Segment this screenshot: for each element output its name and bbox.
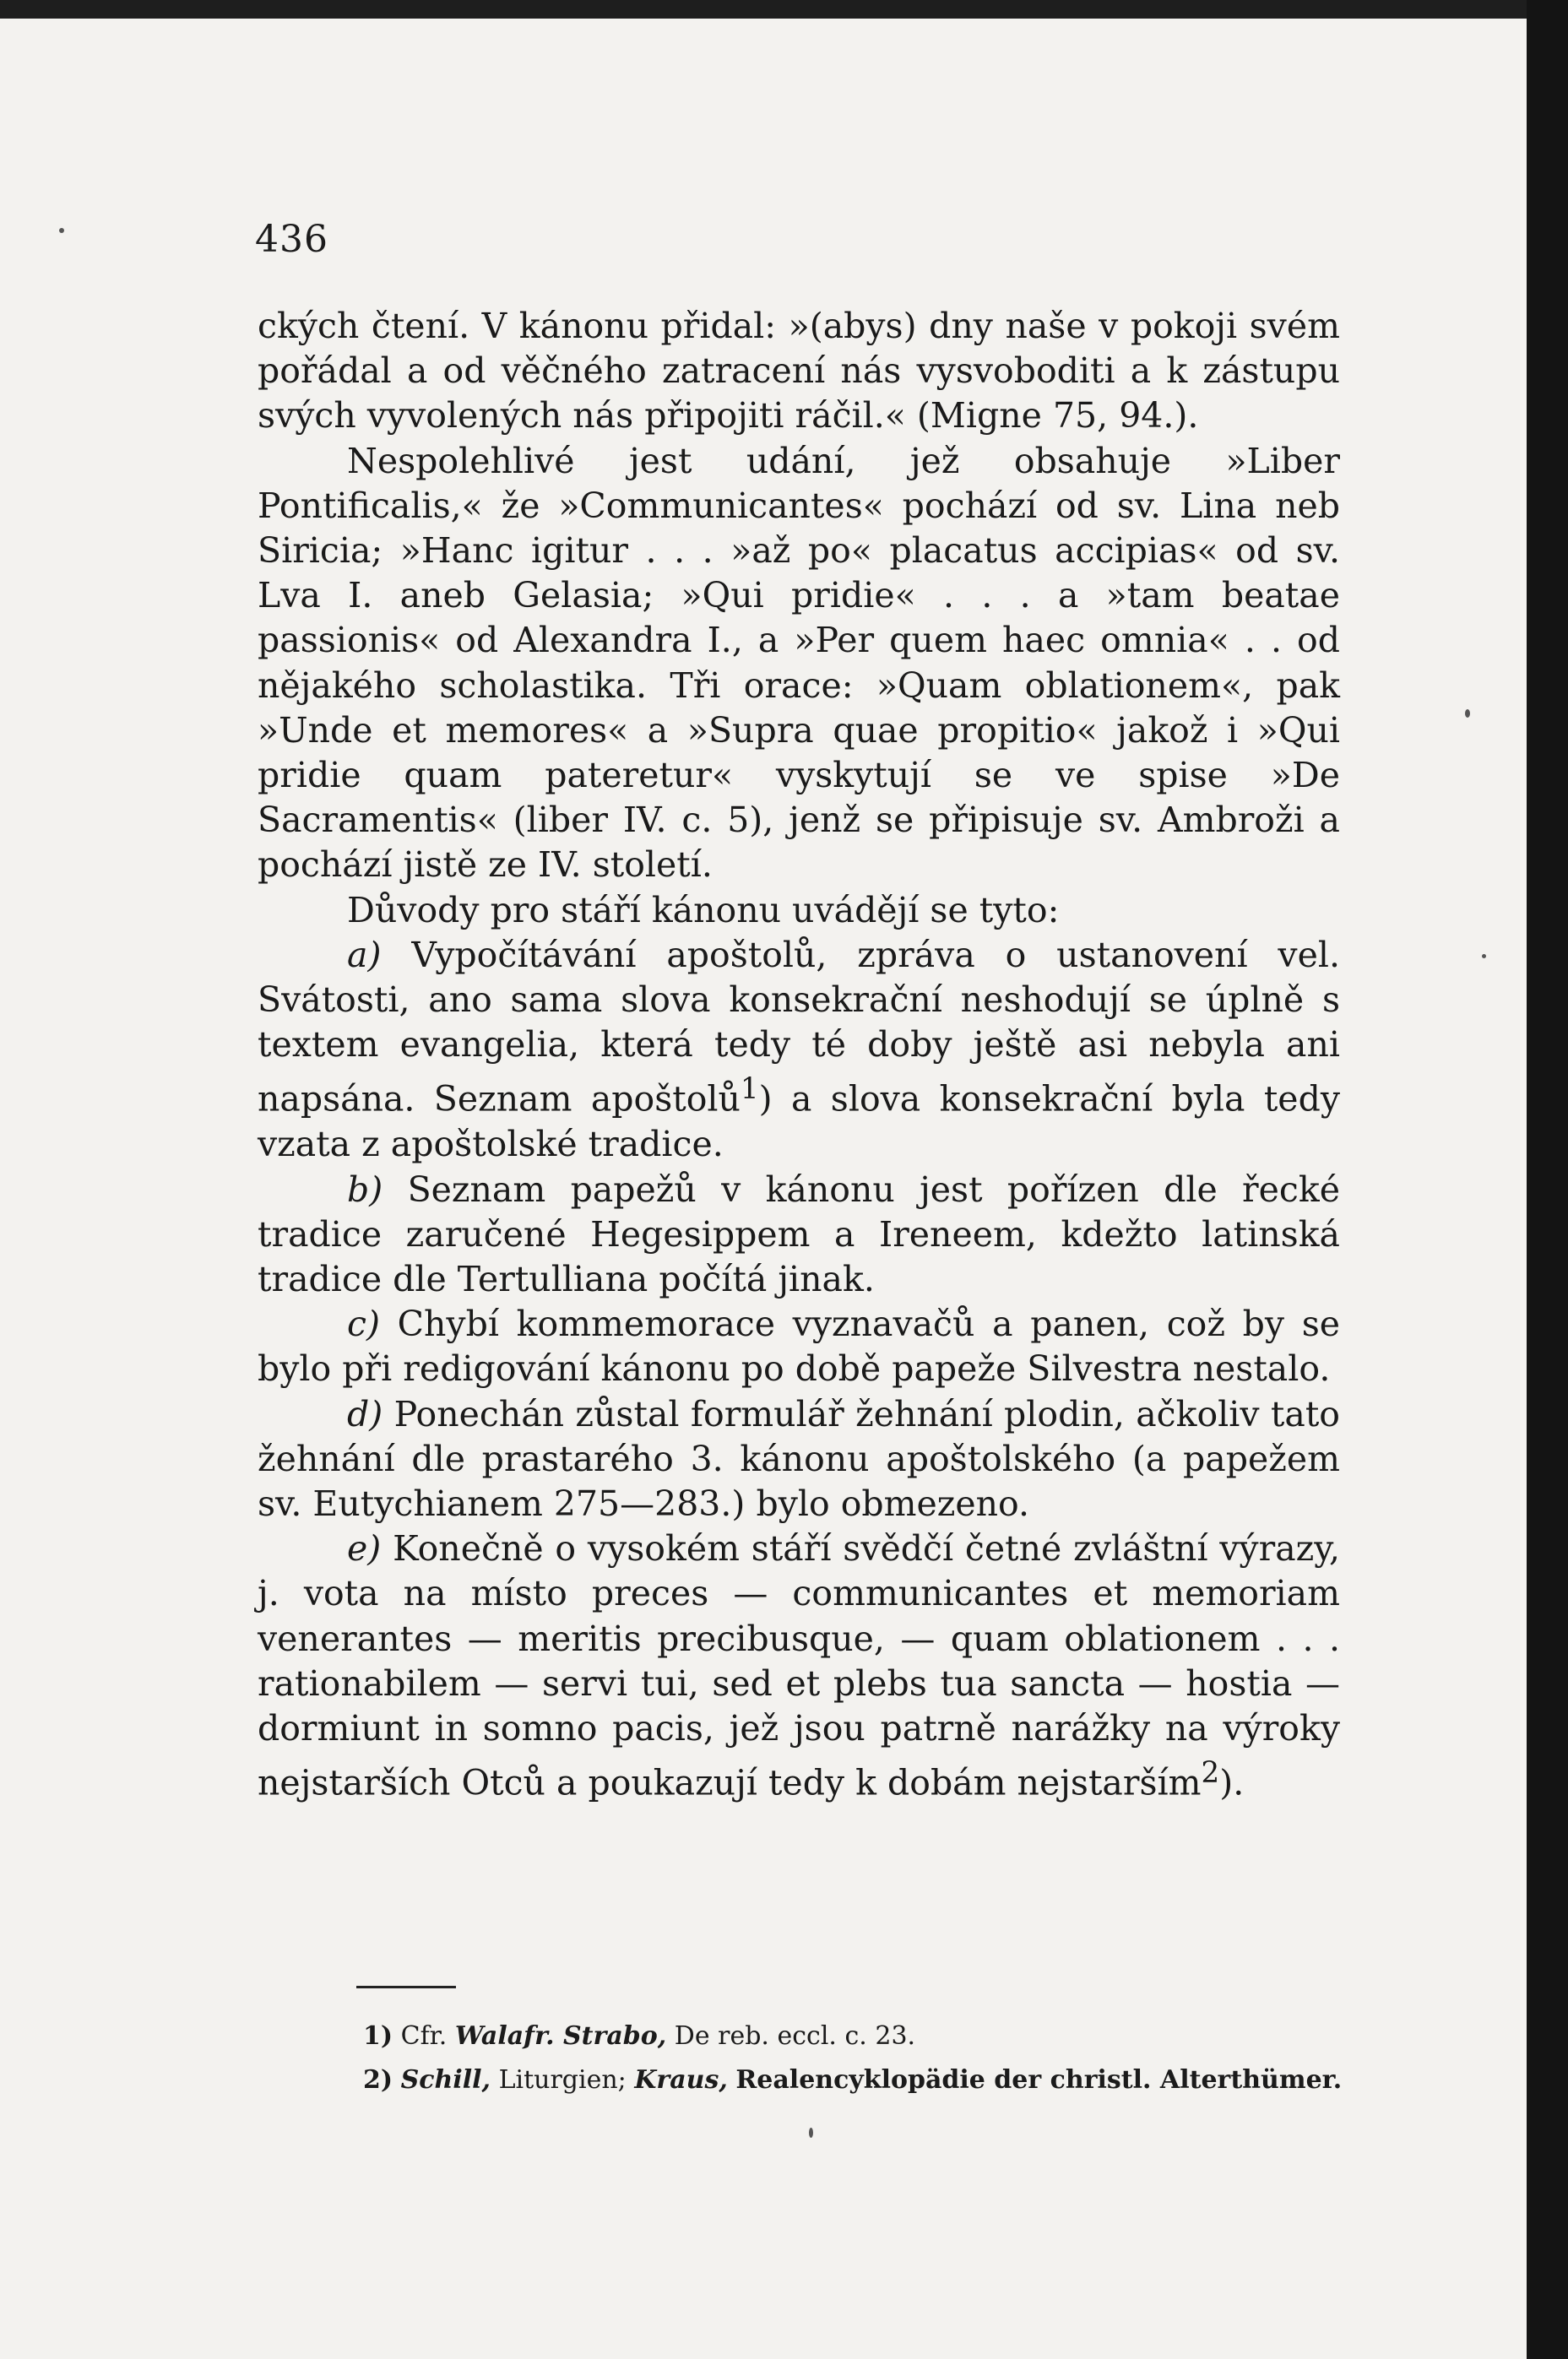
footnote-2-mid: Liturgien; (498, 2065, 627, 2095)
reason-b-text: Seznam papežů v kánonu jest pořízen dle řecké tradice zaručené Hegesippem a Ireneem, kdežto latinská tradice dle Tertulliana počítá jinak. (258, 1169, 1340, 1299)
reason-a-tail: a slova konsekrační byla tedy vzata z apoštolské tradice. (258, 1079, 1340, 1165)
footnote-1 (363, 2015, 1343, 2058)
footnote-ref-1: 1 (740, 1072, 759, 1107)
footnote-2-marker: 2) (363, 2065, 393, 2095)
reason-e-text: Konečně o vysokém stáří svědčí četné zvláštní výrazy, j. vota na místo preces — communicantes et memoriam venerantes — meritis precibusque, — quam oblationem . . . rationabilem — servi tui, sed et plebs tua sancta — hostia — dormiunt in somno pacis, jež jsou patrně narážky na výroky nejstarších Otců a poukazují tedy k dobám nejstarším (258, 1528, 1340, 1803)
reason-d-label: d) (347, 1393, 383, 1434)
scan-speck (59, 228, 64, 233)
footnote-1-rest: De reb. eccl. c. 23. (674, 2021, 916, 2051)
reason-c (258, 1302, 1340, 1391)
reason-a: a) Vypočítávání apoštolů, zpráva o ustanovení vel. Svátosti, ano sama slova konsekrační neshodují se úplně s textem evangelia, která tedy té doby ještě asi nebyla ani napsána. Seznam apoštolů$^1$) a slova konsekrační byla tedy vzata z apoštolské tradice. (258, 934, 1340, 1165)
footnote-ref-2: 2 (1201, 1756, 1220, 1791)
paragraph-reasons-intro: Důvody pro stáří kánonu uvádějí se tyto: (347, 889, 1060, 930)
footnotes (363, 2015, 1343, 2102)
paragraph-continuation: ckých čtení. V kánonu přidal: »(abys) dny naše v pokoji svém pořádal a od věčného zatracení nás vysvoboditi a k zástupu svých vyvolených nás připojiti ráčil.« (Migne 75, 94.). (258, 306, 1340, 437)
reason-c-text: Chybí kommemorace vyznavačů a panen, což by se bylo při redigování kánonu po době papeže Silvestra nestalo. (258, 1304, 1340, 1390)
reason-e-tail: ). (1219, 1762, 1245, 1803)
reason-e (258, 1527, 1340, 1806)
reason-a-label: a) (347, 934, 382, 975)
footnote-2-author: Schill, (400, 2065, 491, 2095)
scan-speck (1465, 709, 1470, 718)
footnote-1-marker: 1) (363, 2021, 393, 2051)
reason-b (258, 1168, 1340, 1303)
reason-a-text: Vypočítávání apoštolů, zpráva o ustanovení vel. Svátosti, ano sama slova konsekrační neshodují se úplně s textem evangelia, která tedy té doby ještě asi nebyla ani napsána. Seznam apoštolů (258, 934, 1340, 1120)
reason-b-label: b) (347, 1169, 383, 1210)
main-text (258, 304, 1340, 1806)
scan-top-edge (0, 0, 1527, 19)
footnote-1-author: Walafr. Strabo, (454, 2021, 667, 2051)
scan-speck (809, 2128, 813, 2138)
footnote-1-pre: Cfr. (400, 2021, 448, 2051)
reason-d-text: Ponechán zůstal formulář žehnání plodin, ačkoliv tato žehnání dle prastarého 3. kánonu apoštolského (a papežem sv. Eutychianem 275—283.) bylo obmezeno. (258, 1393, 1340, 1524)
footnote-2-author2: Kraus, (634, 2065, 728, 2095)
scan-speck (1482, 954, 1486, 958)
page-number: 436 (255, 218, 328, 261)
reason-e-label: e) (347, 1528, 382, 1570)
footnote-2-rest: Realencyklopädie der christl. Alterthümer. (735, 2065, 1343, 2095)
scan-right-edge (1527, 0, 1568, 2359)
reason-d (258, 1392, 1340, 1527)
paragraph-liber-pontificalis: Nespolehlivé jest udání, jež obsahuje »Liber Pontificalis,« že »Communicantes« pochází od sv. Lina neb Siricia; »Hanc igitur . . . »až po« placatus accipias« od sv. Lva I. aneb Gelasia; »Qui pridie« . . . a »tam beatae passionis« od Alexandra I., a »Per quem haec omnia« . . od nějakého scholastika. Tři orace: »Quam oblationem«, pak »Unde et memores« a »Supra quae propitio« jakož i »Qui pridie quam pateretur« vyskytují se ve spise »De Sacramentis« (liber IV. c. 5), jenž se připisuje sv. Ambroži a pochází jistě ze IV. století. (258, 440, 1340, 886)
reason-c-label: c) (347, 1304, 380, 1345)
footnote-2 (363, 2058, 1343, 2102)
footnote-divider (356, 1986, 456, 1988)
